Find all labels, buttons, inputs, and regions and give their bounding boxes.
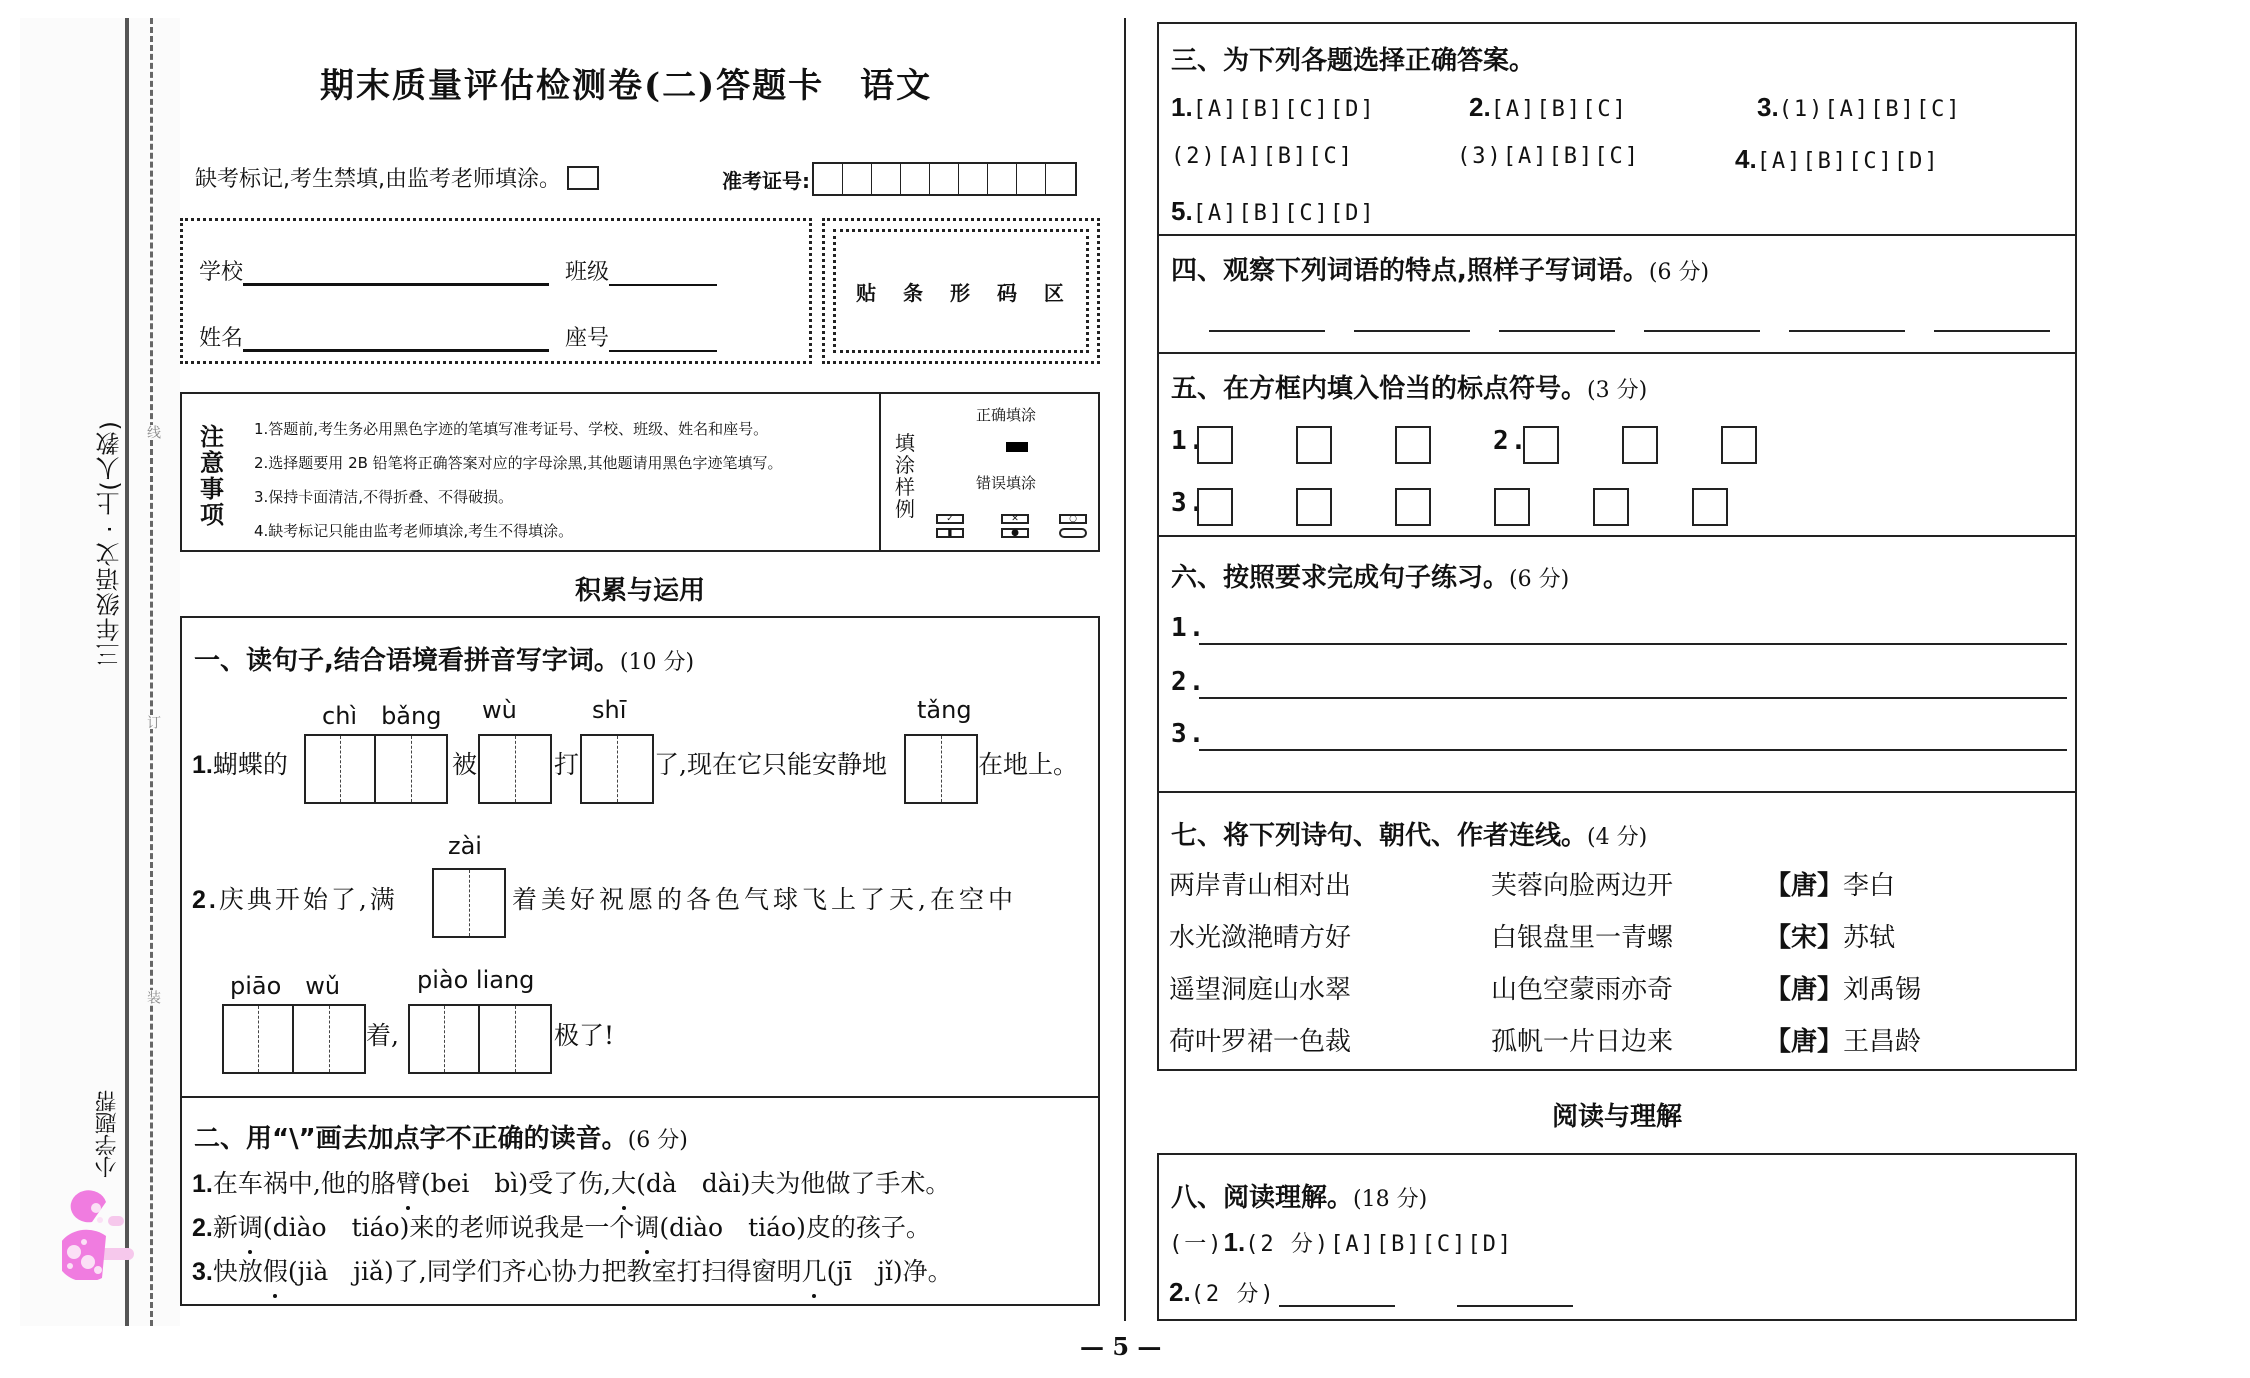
fill-wrong-label: 错误填涂 [976, 474, 1037, 492]
poem-line[interactable]: 白银盘里一青螺 [1491, 923, 1674, 953]
word-blank[interactable] [1499, 330, 1615, 332]
reading-answer-blank[interactable] [1279, 1305, 1395, 1307]
dot-fill-icon: ● [1001, 528, 1029, 538]
choice-q2[interactable]: 2.[A][B][C] [1469, 92, 1628, 122]
word-blank[interactable] [1354, 330, 1470, 332]
barcode-label: 贴 条 形 码 区 [856, 280, 1066, 305]
sentence-text: 在地上。 [978, 750, 1079, 779]
ticket-digit-cell[interactable] [843, 164, 872, 194]
circle-mark-icon: ○ [1059, 514, 1087, 524]
choice-q3-1[interactable]: 3.(1)[A][B][C] [1757, 92, 1962, 122]
pinyin: zài [448, 832, 482, 860]
answer-grid-shi[interactable] [580, 734, 654, 804]
seat-field[interactable] [565, 321, 717, 352]
poet-author[interactable]: 【唐】刘禹锡 [1765, 975, 1922, 1005]
pinyin: chì bǎng [322, 702, 442, 730]
ticket-digit-cell[interactable] [930, 164, 959, 194]
name-label: 姓名 [199, 326, 244, 351]
reading-item-2-label: 2.(2 分) [1169, 1277, 1276, 1307]
sentence-text: 2.庆典开始了,满 [192, 885, 398, 914]
notes-list [254, 412, 782, 548]
sentence-text: 被 [452, 750, 478, 779]
student-info-box [180, 218, 812, 364]
answer-grid-piaowu[interactable] [222, 1004, 366, 1074]
school-field[interactable] [199, 255, 549, 286]
punctuation-box[interactable] [1622, 426, 1658, 464]
absent-mark-row [195, 162, 599, 193]
poem-line[interactable]: 遥望洞庭山水翠 [1169, 975, 1352, 1005]
item-number: 3. [1171, 719, 1207, 749]
half-fill-icon: ▮ [936, 528, 964, 538]
question-2-box [180, 1096, 1100, 1306]
reading-answer-blank[interactable] [1457, 1305, 1573, 1307]
pinyin: wù [482, 696, 517, 724]
answer-grid-tang[interactable] [904, 734, 978, 804]
bind-mark-zhuang: 装 [145, 990, 161, 1004]
ticket-number-row [722, 162, 1077, 196]
note-item: 1.答题前,考生务必用黑色字迹的笔填写准考证号、学校、班级、姓名和座号。 [254, 420, 769, 438]
bind-mark-xian: 线 [145, 425, 161, 439]
punctuation-box[interactable] [1721, 426, 1757, 464]
sentence-text: 了,现在它只能安静地 [654, 750, 887, 779]
question-3-box [1157, 22, 2077, 236]
poem-line[interactable]: 水光潋滟晴方好 [1169, 923, 1352, 953]
fill-example-heading: 填涂样例 [895, 431, 915, 521]
ticket-digit-cell[interactable] [1046, 164, 1075, 194]
punctuation-box[interactable] [1692, 488, 1728, 526]
item-number: 2. [1171, 667, 1207, 697]
punctuation-box[interactable] [1395, 426, 1431, 464]
binding-dashed-line [150, 18, 153, 1326]
sentence-answer-line[interactable] [1199, 643, 2067, 645]
notes-box [180, 392, 1100, 552]
answer-grid-wu[interactable] [478, 734, 552, 804]
pronunciation-item[interactable]: 3.快放假(jià jiǎ)了,同学们齐心协力把教室打扫得窗明几(jī jǐ)净。 [192, 1252, 953, 1288]
reading-choice-1[interactable]: (一)1.(2 分)[A][B][C][D] [1169, 1227, 1514, 1257]
question-1-box [180, 616, 1100, 1098]
question-2-title: 二、用“\”画去加点字不正确的读音。(6 分) [194, 1124, 688, 1154]
ticket-digit-cell[interactable] [988, 164, 1017, 194]
notes-heading: 注意事项 [200, 423, 224, 529]
punctuation-box[interactable] [1197, 426, 1233, 464]
ticket-digit-cell[interactable] [901, 164, 930, 194]
note-item: 3.保持卡面清洁,不得折叠、不得破损。 [254, 488, 514, 506]
center-divider [1124, 18, 1126, 1321]
pinyin: shī [592, 696, 627, 724]
punctuation-box[interactable] [1523, 426, 1559, 464]
question-4-box [1157, 236, 2077, 354]
sentence-text: 极了! [554, 1021, 615, 1050]
choice-q4[interactable]: 4.[A][B][C][D] [1735, 144, 1940, 174]
binding-solid-line [125, 18, 129, 1326]
name-field[interactable] [199, 321, 549, 352]
pinyin: piāo wǔ [230, 972, 341, 1000]
word-blank[interactable] [1934, 330, 2050, 332]
poet-author[interactable]: 【唐】王昌龄 [1765, 1027, 1922, 1057]
barcode-area [822, 218, 1100, 364]
ticket-digit-cell[interactable] [872, 164, 901, 194]
question-3-title: 三、为下列各题选择正确答案。 [1171, 46, 1536, 76]
poem-line[interactable]: 孤帆一片日边来 [1491, 1027, 1674, 1057]
section-heading-reading: 阅读与理解 [1551, 1102, 1682, 1132]
class-label: 班级 [565, 260, 610, 285]
question-7-box [1157, 793, 2077, 1071]
pinyin: piào liang [417, 966, 535, 994]
sentence-text: 1.蝴蝶的 [192, 750, 288, 779]
ticket-number-input[interactable] [812, 162, 1077, 196]
seat-label: 座号 [565, 326, 610, 351]
brand-label: 小学题帮 [95, 1090, 120, 1178]
page-title: 期末质量评估检测卷(二)答题卡 语文 [320, 66, 933, 106]
punctuation-box[interactable] [1494, 488, 1530, 526]
class-field[interactable] [565, 255, 717, 286]
choice-q3-3[interactable]: (3)[A][B][C] [1457, 144, 1640, 169]
absent-mark-label: 缺考标记,考生禁填,由监考老师填涂。 [195, 167, 561, 192]
question-6-box [1157, 537, 2077, 793]
item-number: 3. [1171, 488, 1207, 518]
punctuation-box[interactable] [1296, 488, 1332, 526]
sentence-text: 着美好祝愿的各色气球飞上了天,在空中 [512, 885, 1017, 914]
question-1-title: 一、读句子,结合语境看拼音写字词。(10 分) [194, 646, 695, 676]
sentence-answer-line[interactable] [1199, 749, 2067, 751]
poem-line[interactable]: 两岸青山相对出 [1169, 871, 1352, 901]
oval-mark-icon [1059, 528, 1087, 538]
question-8-box [1157, 1153, 2077, 1321]
word-blank[interactable] [1209, 330, 1325, 332]
page-number: — 5 — [1080, 1332, 1162, 1361]
section-heading-accumulation: 积累与运用 [574, 576, 705, 606]
grade-label: 三年级语文 · 上(人教) [96, 420, 124, 667]
ticket-digit-cell[interactable] [814, 164, 843, 194]
sentence-text: 着, [366, 1021, 399, 1050]
pinyin: tǎng [917, 696, 972, 724]
punctuation-box[interactable] [1296, 426, 1332, 464]
note-item: 2.选择题要用 2B 铅笔将正确答案对应的字母涂黑,其他题请用黑色字迹笔填写。 [254, 454, 783, 472]
poet-author[interactable]: 【宋】苏轼 [1765, 923, 1896, 953]
punctuation-box[interactable] [1395, 488, 1431, 526]
fill-correct-label: 正确填涂 [976, 406, 1037, 424]
choice-q5[interactable]: 5.[A][B][C][D] [1171, 196, 1376, 226]
question-6-title: 六、按照要求完成句子练习。(6 分) [1171, 563, 1570, 593]
bind-mark-ding: 订 [145, 715, 161, 729]
school-label: 学校 [199, 260, 244, 285]
mushroom-logo-icon [62, 1190, 152, 1280]
sentence-text: 打 [554, 750, 580, 779]
punctuation-box[interactable] [1197, 488, 1233, 526]
filled-square-icon [1006, 442, 1028, 452]
question-5-title: 五、在方框内填入恰当的标点符号。(3 分) [1171, 374, 1648, 404]
choice-q3-2[interactable]: (2)[A][B][C] [1171, 144, 1354, 169]
choice-q1[interactable]: 1.[A][B][C][D] [1171, 92, 1376, 122]
check-mark-icon: ✓ [936, 514, 964, 524]
word-blank[interactable] [1789, 330, 1905, 332]
pronunciation-item[interactable]: 1.在车祸中,他的胳臂(bei bì)受了伤,大(dà dài)夫为他做了手术。 [192, 1164, 950, 1200]
sentence-answer-line[interactable] [1199, 697, 2067, 699]
fill-example [879, 394, 1100, 550]
word-blank[interactable] [1644, 330, 1760, 332]
item-number: 1. [1171, 426, 1207, 456]
question-5-box [1157, 354, 2077, 537]
poem-line[interactable]: 山色空蒙雨亦奇 [1491, 975, 1674, 1005]
cross-mark-icon: ✕ [1001, 514, 1029, 524]
item-number: 1. [1171, 613, 1207, 643]
answer-grid-chibang[interactable] [304, 734, 448, 804]
answer-grid-piaoliang[interactable] [408, 1004, 552, 1074]
note-item: 4.缺考标记只能由监考老师填涂,考生不得填涂。 [254, 522, 574, 540]
answer-grid-zai[interactable] [432, 868, 506, 938]
ticket-number-label: 准考证号: [722, 168, 810, 193]
ticket-digit-cell[interactable] [1017, 164, 1046, 194]
item-number: 2. [1493, 426, 1529, 456]
absent-mark-checkbox[interactable] [567, 166, 599, 190]
question-8-title: 八、阅读理解。(18 分) [1171, 1183, 1428, 1213]
ticket-digit-cell[interactable] [959, 164, 988, 194]
question-7-title: 七、将下列诗句、朝代、作者连线。(4 分) [1171, 821, 1648, 851]
poem-line[interactable]: 荷叶罗裙一色裁 [1169, 1027, 1352, 1057]
poet-author[interactable]: 【唐】李白 [1765, 871, 1896, 901]
question-4-title: 四、观察下列词语的特点,照样子写词语。(6 分) [1171, 256, 1710, 286]
pronunciation-item[interactable]: 2.新调(diào tiáo)来的老师说我是一个调(diào tiáo)皮的孩子。 [192, 1208, 931, 1244]
punctuation-box[interactable] [1593, 488, 1629, 526]
poem-line[interactable]: 芙蓉向脸两边开 [1491, 871, 1674, 901]
